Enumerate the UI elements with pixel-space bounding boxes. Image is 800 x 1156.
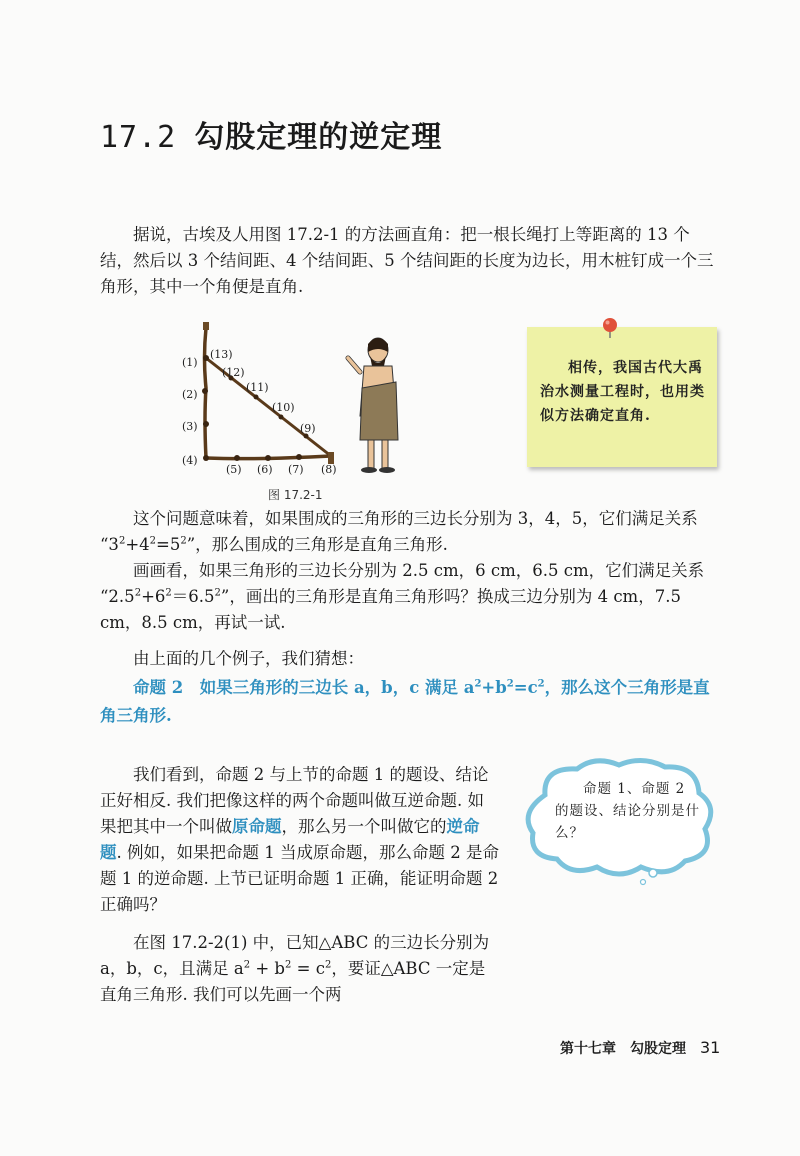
page-footer [560, 1038, 720, 1058]
paragraph-4: 由上面的几个例子，我们猜想： [133, 649, 364, 668]
knot-label-9: (9) [300, 422, 316, 435]
knot-label-8: (8) [321, 463, 337, 476]
paragraph-5: 我们看到，命题 2 与上节的命题 1 的题设、结论正好相反. 我们把像这样的两个命题叫做互逆命题. 如果把其中一个叫做原命题，那么另一个叫做它的逆命题. 例如，如果把命题 1 当成原命题，那么命题 2 是命题 1 的逆命题. 上节已证明命题 1 正确，能证明命题 2 正确吗？ [100, 765, 499, 914]
pushpin-icon [600, 316, 620, 340]
paragraph-3: 画画看，如果三角形的三边长分别为 2.5 cm，6 cm，6.5 cm，它们满足关系 “$2.5^2+6^2=6.5^2$”，画出的三角形是直角三角形吗？换成三边分别为 4 cm，7.5 cm，8.5 cm，再试一试. [100, 561, 705, 632]
paragraph-1: 据说，古埃及人用图 17.2-1 的方法画直角：把一根长绳打上等距离的 13 个结，然后以 3 个结间距、4 个结间距、5 个结间距的长度为边长，用木桩钉成一个三角形，其中一个角便是直角. [100, 225, 714, 296]
term-original-proposition: 原命题 [232, 817, 282, 836]
term-converse-proposition: 逆命题 [100, 817, 480, 862]
figure-caption: 图 17.2-1 [268, 488, 323, 502]
section-title-text: 勾股定理的逆定理 [194, 120, 443, 155]
sticky-note-text: 相传，我国古代大禹治水测量工程时，也用类似方法确定直角. [540, 360, 705, 424]
section-number: 17.2 [100, 120, 177, 155]
paragraph-2: 这个问题意味着，如果围成的三角形的三边长分别为 3，4，5，它们满足关系 “$3^2+4^2=5^2$”，那么围成的三角形是直角三角形. [100, 509, 698, 554]
knot-label-10: (10) [272, 401, 295, 414]
knot-label-12: (12) [222, 366, 245, 379]
section-title [100, 112, 442, 156]
knot-label-2: (2) [182, 388, 198, 401]
proposition-2: 命题 2 如果三角形的三边长 a，b，c 满足 $a^2+b^2=c^2$，那么这个三角形是直角三角形. [100, 678, 710, 725]
paragraph-6: 在图 17.2-2(1) 中，已知△ABC 的三边长分别为 a，b，c，且满足 $a^2 + b^2 = c^2$，要证△ABC 一定是直角三角形. 我们可以先画一个两 [100, 933, 490, 1004]
knot-label-7: (7) [288, 463, 304, 476]
page-number: 31 [700, 1038, 721, 1057]
knot-label-5: (5) [226, 463, 242, 476]
figure-rope-triangle [176, 318, 416, 493]
knot-label-3: (3) [182, 420, 198, 433]
knot-label-6: (6) [257, 463, 273, 476]
knot-label-4: (4) [182, 454, 198, 467]
footer-chapter: 第十七章 勾股定理 [560, 1041, 686, 1057]
egyptian-figure [348, 338, 398, 473]
knot-label-13: (13) [210, 348, 233, 361]
knot-label-11: (11) [246, 381, 269, 394]
knot-label-1: (1) [182, 356, 198, 369]
thought-bubble-text: 命题 1、命题 2 的题设、结论分别是什么？ [555, 781, 700, 841]
